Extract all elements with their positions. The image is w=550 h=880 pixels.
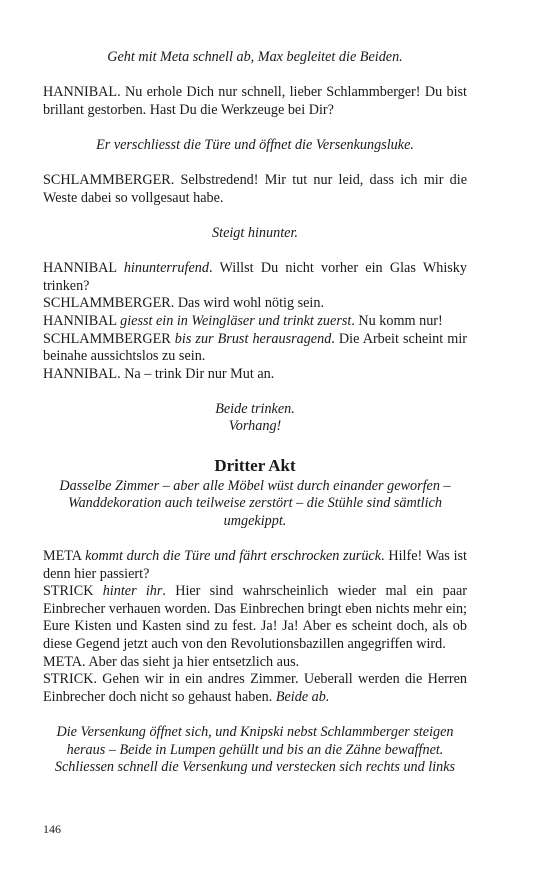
- inline-direction: hinunterrufend: [123, 260, 209, 277]
- speaker: STRICK.: [43, 671, 97, 688]
- speech: . Die Arbeit scheint mir beinahe aussichtslos zu sein.: [43, 330, 467, 365]
- speech: . Nu komm nur!: [351, 312, 443, 329]
- speaker: STRICK: [43, 583, 103, 600]
- stage-direction: Die Versenkung öffnet sich, und Knipski nebst Schlammberger steigen heraus – Beide in Lumpen gehüllt und bis an die Zähne bewaffnet. Schliessen schnell die Versenkung und verstecken sich rechts und links: [54, 723, 456, 776]
- stage-direction: Steigt hinunter.: [212, 224, 298, 241]
- dialogue-line: [43, 548, 467, 583]
- stage-direction: Er verschliesst die Türe und öffnet die Versenkungsluke.: [96, 136, 414, 153]
- speaker: SCHLAMMBERGER.: [43, 172, 175, 189]
- speech: Nu erhole Dich nur schnell, lieber Schlammberger! Du bist brillant gestorben. Hast Du die Werkzeuge bei Dir?: [43, 84, 467, 118]
- speech: Das wird wohl nötig sein.: [174, 295, 325, 312]
- inline-direction: Beide ab.: [275, 688, 330, 705]
- speaker: META: [43, 548, 86, 565]
- stage-direction: Dasselbe Zimmer – aber alle Möbel wüst durch einander geworfen – Wanddekoration auch teilweise zerstört – die Stühle sind sämtlich umgekippt.: [59, 477, 451, 529]
- page-number: 146: [43, 822, 61, 836]
- dialogue-line: [43, 654, 467, 672]
- speaker: SCHLAMMBERGER.: [43, 295, 175, 312]
- dialogue-line: [43, 313, 467, 331]
- play-text: [43, 49, 467, 777]
- dialogue-line: [43, 295, 467, 313]
- dialogue-line: [43, 84, 467, 119]
- speaker: META.: [43, 653, 86, 670]
- speech: Aber das sieht ja hier entsetzlich aus.: [85, 653, 300, 670]
- inline-direction: bis zur Brust herausragend: [174, 330, 332, 347]
- stage-direction: Beide trinken.: [215, 400, 295, 417]
- dialogue-line: [43, 583, 467, 653]
- inline-direction: giesst ein in Weingläser und trinkt zuerst: [120, 312, 352, 329]
- dialogue-line: [43, 671, 467, 706]
- speech: . Hier sind wahrscheinlich wieder mal ein paar Einbrecher verhauen worden. Das Einbrechen bringt eben nichts mehr ein; Eure Kisten und Kasten sind zu fest. Ja! Ja! Aber es scheint doch, als ob diese Gegend jetzt auch von den Revolutionsbazillen angegriffen wird.: [43, 583, 468, 652]
- speaker: SCHLAMMBERGER: [43, 330, 175, 347]
- speech: Gehen wir in ein andres Zimmer. Ueberall werden die Herren Einbrecher doch nicht so gehaust haben.: [43, 671, 467, 705]
- speaker: HANNIBAL: [43, 260, 124, 277]
- stage-direction: Geht mit Meta schnell ab, Max begleitet die Beiden.: [107, 49, 403, 65]
- stage-direction: Vorhang!: [228, 418, 282, 435]
- act-heading: Dritter Akt: [214, 455, 296, 475]
- speaker: HANNIBAL.: [43, 84, 121, 101]
- dialogue-line: [43, 331, 467, 366]
- speaker: HANNIBAL: [43, 312, 121, 329]
- inline-direction: hinter ihr: [102, 583, 163, 600]
- speaker: HANNIBAL.: [43, 365, 121, 382]
- speech: Na – trink Dir nur Mut an.: [120, 365, 275, 382]
- dialogue-line: [43, 172, 467, 207]
- dialogue-line: [43, 366, 467, 384]
- speech: Selbstredend! Mir tut nur leid, dass ich mir die Weste dabei so vollgesaut habe.: [43, 172, 467, 206]
- speech: . Willst Du nicht vorher ein Glas Whisky trinken?: [43, 260, 467, 294]
- speech: . Hilfe! Was ist denn hier passiert?: [43, 548, 467, 582]
- inline-direction: kommt durch die Türe und fährt erschrocken zurück: [85, 548, 382, 565]
- dialogue-line: [43, 260, 467, 295]
